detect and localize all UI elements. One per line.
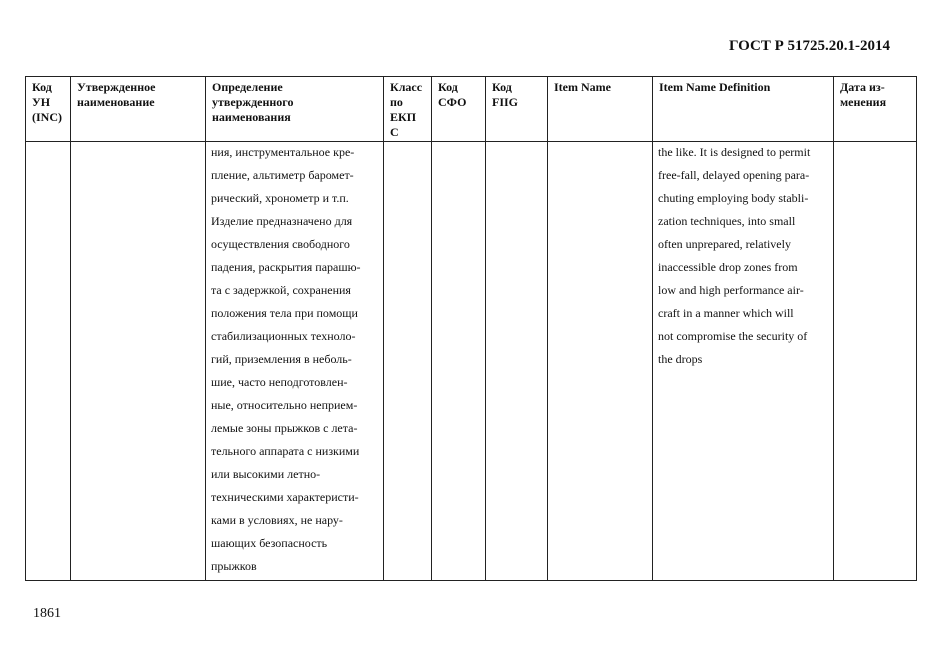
cell-item-name bbox=[548, 142, 653, 581]
text-line: zation techniques, into small bbox=[658, 214, 796, 228]
cell-fiig-code bbox=[486, 142, 548, 581]
text-line: free-fall, delayed opening para- bbox=[658, 168, 810, 182]
col-fiig-code: Код FIIG bbox=[486, 77, 548, 142]
text-line: often unprepared, relatively bbox=[658, 237, 791, 251]
cell-approved-name bbox=[71, 142, 206, 581]
text-line: или высокими летно- bbox=[211, 467, 321, 481]
cell-definition-en bbox=[653, 142, 834, 581]
cell-sfo-code bbox=[432, 142, 486, 581]
table-row bbox=[26, 142, 917, 581]
document-code: ГОСТ Р 51725.20.1-2014 bbox=[728, 38, 890, 54]
text-line: осуществления свободного bbox=[211, 237, 350, 251]
text-line: the drops bbox=[658, 352, 703, 366]
text-line: the like. It is designed to permit bbox=[658, 145, 811, 159]
text-line: chuting employing body stabli- bbox=[658, 191, 809, 205]
text-line: craft in a manner which will bbox=[658, 306, 794, 320]
text-line: ные, относительно неприем- bbox=[211, 398, 358, 412]
col-change-date: Дата из- менения bbox=[834, 77, 917, 142]
text-line: шие, часто неподготовлен- bbox=[211, 375, 348, 389]
text-line: падения, раскрытия парашю- bbox=[211, 260, 361, 274]
cell-ekps-class bbox=[384, 142, 432, 581]
col-item-name: Item Name bbox=[548, 77, 653, 142]
text-line: inaccessible drop zones from bbox=[658, 260, 798, 274]
text-line: положения тела при помощи bbox=[211, 306, 358, 320]
text-line: гий, приземления в неболь- bbox=[211, 352, 352, 366]
cell-change-date bbox=[834, 142, 917, 581]
text-line: тельного аппарата с низкими bbox=[211, 444, 360, 458]
text-line: прыжков bbox=[211, 559, 257, 573]
text-line: not compromise the security of bbox=[658, 329, 808, 343]
page-number: 1861 bbox=[33, 606, 61, 621]
col-ekps-class: Класс по ЕКП С bbox=[384, 77, 432, 142]
text-line: low and high performance air- bbox=[658, 283, 804, 297]
col-approved-name-definition: Определение утвержденного наименования bbox=[206, 77, 384, 142]
text-line: рический, хронометр и т.п. bbox=[211, 191, 349, 205]
text-line: ками в условиях, не нару- bbox=[211, 513, 343, 527]
col-sfo-code: Код СФО bbox=[432, 77, 486, 142]
header-row bbox=[26, 77, 917, 142]
cell-definition-ru bbox=[206, 142, 384, 581]
text-line: лемые зоны прыжков с лета- bbox=[211, 421, 358, 435]
col-inc-code: Код УН (INC) bbox=[26, 77, 71, 142]
text-line: стабилизационных техноло- bbox=[211, 329, 356, 343]
text-line: ния, инструментальное кре- bbox=[211, 145, 355, 159]
cell-inc-code bbox=[26, 142, 71, 581]
text-line: техническими характеристи- bbox=[211, 490, 359, 504]
col-approved-name: Утвержденное наименование bbox=[71, 77, 206, 142]
text-line: пление, альтиметр баромет- bbox=[211, 168, 354, 182]
text-line: Изделие предназначено для bbox=[211, 214, 353, 228]
col-item-name-definition: Item Name Definition bbox=[653, 77, 834, 142]
text-line: шающих безопасность bbox=[211, 536, 328, 550]
gost-table bbox=[25, 76, 917, 581]
text-line: та с задержкой, сохранения bbox=[211, 283, 351, 297]
